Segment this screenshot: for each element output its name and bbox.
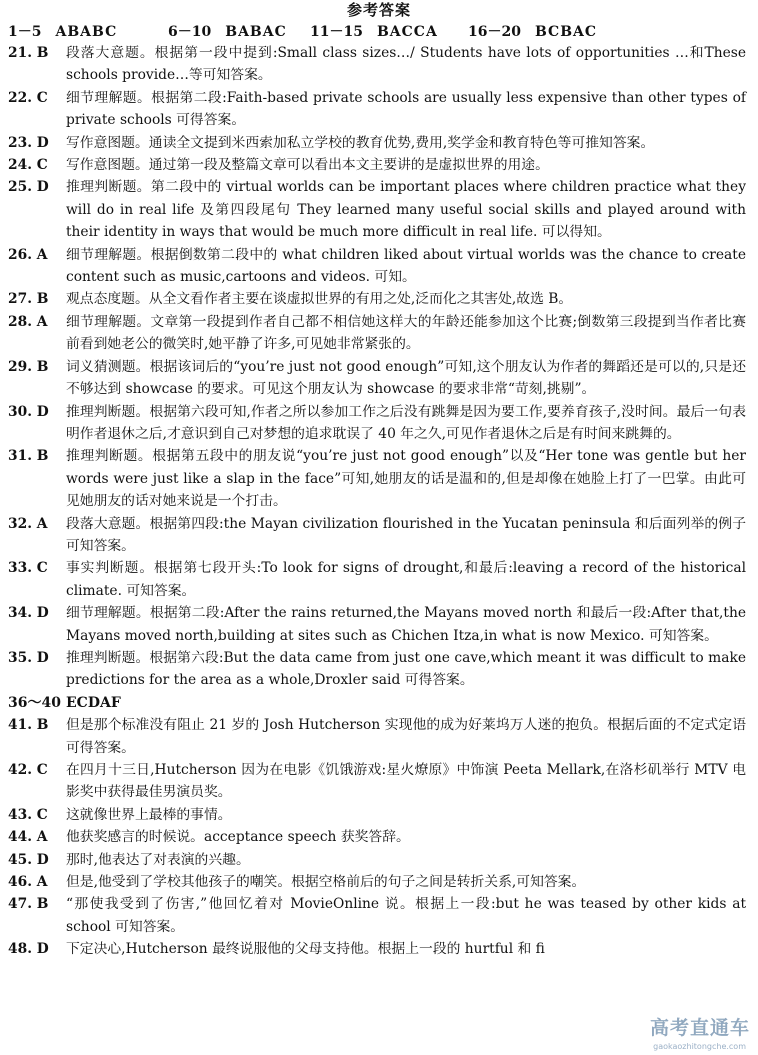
- answer-key-letters: ECDAF: [66, 694, 121, 711]
- question-number: 24. C: [8, 157, 48, 174]
- explanation-text: 细节理解题。根据第二段:After the rains returned,the Mayans moved north 和最后一段:After that,the Mayans moved north,building at sites such as Chichen Itza,in what is now Mexico. 可知答案。: [66, 605, 746, 644]
- question-number: 47. B: [8, 896, 49, 913]
- explanation-text: 推理判断题。第二段中的 virtual worlds can be important places where children practice what they will do in real life 及第四段尾句 They learned many useful social skills and played around with their identity in ways that would be much more difficult in real life. 可以得知。: [66, 179, 746, 241]
- question-number: 36～40: [8, 694, 61, 711]
- explanation-text: 段落大意题。根据第四段:the Mayan civilization flourished in the Yucatan peninsula 和后面列举的例子可知答案。: [66, 515, 746, 554]
- explanation-item: [8, 938, 746, 960]
- explanation-item: [8, 42, 746, 87]
- explanation-item: [8, 288, 746, 310]
- watermark-text: 高考直通车: [649, 1017, 750, 1039]
- question-number: 46. A: [8, 874, 48, 891]
- answer-key-group: [8, 22, 117, 42]
- watermark-logo: [622, 1013, 752, 1051]
- explanation-item: [8, 804, 746, 826]
- explanation-text: 写作意图题。通读全文提到米西索加私立学校的教育优势,费用,奖学金和教育特色等可推知答案。: [66, 134, 655, 151]
- question-number: 27. B: [8, 291, 49, 308]
- explanation-text: 这就像世界上最棒的事情。: [66, 806, 232, 823]
- question-number: 31. B: [8, 448, 49, 465]
- explanation-item: [8, 244, 746, 289]
- explanation-item: [8, 849, 746, 871]
- answer-key-range: 6－10: [168, 24, 212, 40]
- question-number: 30. D: [8, 403, 49, 420]
- question-number: 43. C: [8, 806, 48, 823]
- explanation-text: 他获奖感言的时候说。acceptance speech 获奖答辞。: [66, 829, 410, 846]
- question-number: 44. A: [8, 829, 48, 846]
- question-number: 35. D: [8, 649, 49, 666]
- question-number: 22. C: [8, 89, 48, 106]
- explanation-item: [8, 602, 746, 647]
- explanation-text: 段落大意题。根据第一段中提到:Small class sizes…/ Students have lots of opportunities …和These schools provide…等可知答案。: [66, 45, 746, 84]
- explanation-text: “那使我受到了伤害,”他回忆着对 MovieOnline 说。根据上一段:but he was teased by other kids at school 可知答案。: [66, 896, 746, 935]
- answer-key-group: [168, 22, 287, 42]
- question-number: 23. D: [8, 134, 49, 151]
- answer-key-letters: BACCA: [376, 24, 438, 40]
- explanation-item: [8, 311, 746, 356]
- explanation-text: 细节理解题。文章第一段提到作者自己都不相信她这样大的年龄还能参加这个比赛;倒数第三段提到当作者比赛前看到她老公的微笑时,她平静了许多,可见她非常紧张的。: [66, 313, 746, 353]
- question-number: 34. D: [8, 605, 49, 622]
- explanation-text: 观点态度题。从全文看作者主要在谈虚拟世界的有用之处,泛而化之其害处,故选 B。: [66, 291, 573, 308]
- answer-key-letters: BABAC: [225, 24, 287, 40]
- explanation-item: [8, 87, 746, 132]
- explanation-text: 但是那个标准没有阻止 21 岁的 Josh Hutcherson 实现他的成为好莱坞万人迷的抱负。根据后面的不定式定语可得答案。: [66, 717, 746, 756]
- explanation-item: [8, 401, 746, 446]
- question-number: 29. B: [8, 358, 49, 375]
- watermark-url: gaokaozhitongche.com: [653, 1042, 746, 1051]
- explanation-item: [8, 513, 746, 558]
- question-number: 32. A: [8, 515, 48, 532]
- explanation-item: [8, 647, 746, 692]
- answer-key-group: [310, 22, 438, 42]
- question-number: 48. D: [8, 941, 49, 958]
- answer-key-range: 16－20: [468, 24, 521, 40]
- explanation-item: [8, 871, 746, 893]
- answer-key-group: [468, 22, 597, 42]
- explanation-item: [8, 759, 746, 804]
- answer-key-letters: ABABC: [55, 24, 118, 40]
- explanation-text: 下定决心,Hutcherson 最终说服他的父母支持他。根据上一段的 hurtful 和 fi: [66, 941, 545, 958]
- answer-key-range: 1－5: [8, 24, 42, 40]
- page-title: 参考答案: [346, 1, 411, 19]
- answer-key-range: 11－15: [310, 24, 363, 40]
- explanation-item: [8, 356, 746, 401]
- explanation-text: 细节理解题。根据第二段:Faith-based private schools are usually less expensive than other types of private schools 可得答案。: [66, 89, 746, 129]
- question-number: 25. D: [8, 179, 49, 196]
- question-number: 28. A: [8, 313, 48, 330]
- explanation-text: 写作意图题。通过第一段及整篇文章可以看出本文主要讲的是虚拟世界的用途。: [66, 157, 549, 174]
- question-number: 33. C: [8, 560, 48, 577]
- explanation-item: [8, 154, 746, 176]
- explanation-text: 事实判断题。根据第七段开头:To look for signs of drought,和最后:leaving a record of the historical climate. 可知答案。: [66, 560, 746, 599]
- explanation-item: [8, 826, 746, 848]
- explanation-text: 推理判断题。根据第六段可知,作者之所以参加工作之后没有跳舞是因为要工作,要养育孩子,没时间。最后一句表明作者退休之后,才意识到自己对梦想的追求耽误了 40 年之久,可见作者退休之后是有时间来跳舞的。: [66, 403, 746, 442]
- question-number: 21. B: [8, 45, 49, 61]
- explanation-item: [8, 176, 746, 243]
- answer-explanations: [8, 42, 746, 961]
- explanation-text: 细节理解题。根据倒数第二段中的 what children liked about virtual worlds was the chance to create content such as music,cartoons and videos. 可知。: [66, 246, 746, 286]
- explanation-item: [8, 893, 746, 938]
- explanation-text: 推理判断题。根据第六段:But the data came from just one cave,which meant it was difficult to make predictions for the area as a whole,Droxler said 可得答案。: [66, 649, 746, 689]
- explanation-item: [8, 557, 746, 602]
- question-number: 26. A: [8, 246, 48, 263]
- answer-key-line: [8, 692, 746, 714]
- explanation-item: [8, 445, 746, 512]
- question-number: 42. C: [8, 762, 48, 778]
- answer-key-row: [8, 22, 753, 42]
- explanation-text: 那时,他表达了对表演的兴趣。: [66, 851, 250, 868]
- explanation-item: [8, 132, 746, 154]
- question-number: 45. D: [8, 851, 49, 868]
- explanation-item: [8, 714, 746, 759]
- answer-key-letters: BCBAC: [534, 24, 598, 40]
- explanation-text: 词义猜测题。根据该词后的“you’re just not good enough”可知,这个朋友认为作者的舞蹈还是可以的,只是还不够达到 showcase 的要求。可见这个朋友认为 showcase 的要求非常“苛刻,挑剔”。: [66, 358, 746, 398]
- explanation-text: 但是,他受到了学校其他孩子的嘲笑。根据空格前后的句子之间是转折关系,可知答案。: [66, 874, 586, 891]
- explanation-text: 推理判断题。根据第五段中的朋友说“you’re just not good enough”以及“Her tone was gentle but her words were just like a slap in the face”可知,她朋友的话是温和的,但是却像在她脸上打了一巴掌。由此可见她朋友的话对她来说是一个打击。: [66, 448, 746, 510]
- explanation-text: 在四月十三日,Hutcherson 因为在电影《饥饿游戏:星火燎原》中饰演 Peeta Mellark,在洛杉矶举行 MTV 电影奖中获得最佳男演员奖。: [66, 762, 746, 801]
- question-number: 41. B: [8, 717, 49, 734]
